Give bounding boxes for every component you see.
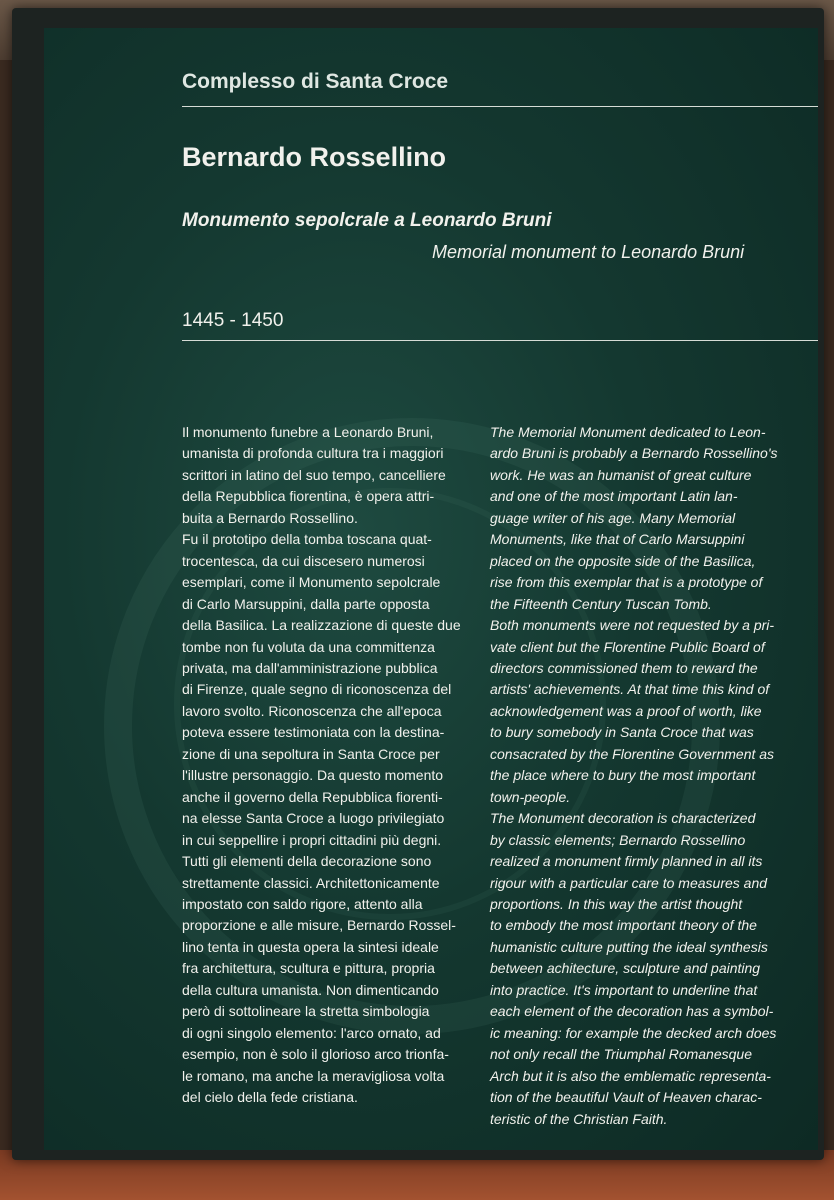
description-italian-line: esempio, non è solo il glorioso arco trionfa- — [182, 1046, 449, 1063]
description-italian-line: zione di una sepoltura in Santa Croce per — [182, 745, 440, 762]
description-english-line: The Monument decoration is characterized — [490, 810, 756, 827]
description-english-line: rise from this exemplar that is a prototype of — [490, 574, 763, 591]
description-italian-line: privata, ma dall'amministrazione pubblica — [182, 659, 438, 676]
description-italian-line: in cui seppellire i propri cittadini più degni. — [182, 831, 442, 848]
description-english-line: placed on the opposite side of the Basilica, — [490, 552, 756, 569]
description-italian-line: però di sottolineare la stretta simbologia — [182, 1003, 430, 1020]
description-italian-line: Fu il prototipo della tomba toscana quat- — [182, 531, 432, 548]
description-english-line: realized a monument firmly planned in all its — [490, 853, 763, 870]
description-italian — [182, 422, 482, 1109]
dates-divider — [182, 340, 818, 341]
description-english-line: artists' achievements. At that time this kind of — [490, 681, 770, 698]
description-english-line: guage writer of his age. Many Memorial — [490, 509, 736, 526]
complex-name: Complesso di Santa Croce — [182, 70, 449, 93]
artwork-dates: 1445 - 1450 — [182, 310, 284, 331]
description-english-line: Both monuments were not requested by a pri- — [490, 617, 775, 634]
description-english-line: to bury somebody in Santa Croce that was — [490, 724, 754, 741]
description-english-line: acknowledgement was a proof of worth, like — [490, 702, 762, 719]
description-italian-line: fra architettura, scultura e pittura, propria — [182, 960, 435, 977]
description-italian-line: na elesse Santa Croce a luogo privilegiato — [182, 810, 445, 827]
description-english-line: between achitecture, sculpture and painting — [490, 960, 761, 977]
sign-frame — [12, 8, 824, 1160]
description-english-line: town-people. — [490, 788, 571, 805]
description-english-line: not only recall the Triumphal Romanesque — [490, 1046, 752, 1063]
description-english-line: the Fifteenth Century Tuscan Tomb. — [490, 595, 712, 612]
description-italian-line: impostato con saldo rigore, attento alla — [182, 895, 423, 912]
description-italian-line: Il monumento funebre a Leonardo Bruni, — [182, 424, 434, 440]
description-italian-line: di Carlo Marsuppini, dalla parte opposta — [182, 595, 430, 612]
description-english — [490, 422, 810, 1130]
sign-panel — [44, 28, 818, 1150]
description-english-line: work. He was an humanist of great culture — [490, 466, 752, 483]
description-english-line: vate client but the Florentine Public Board of — [490, 638, 765, 655]
description-english-line: and one of the most important Latin lan- — [490, 488, 738, 505]
description-italian-line: proporzione e alle misure, Bernardo Rossel- — [182, 917, 456, 934]
description-english-line: to embody the most important theory of the — [490, 917, 757, 934]
description-english-line: directors commissioned them to reward the — [490, 659, 758, 676]
description-english-line: Monuments, like that of Carlo Marsuppini — [490, 531, 745, 548]
description-italian-line: del cielo della fede cristiana. — [182, 1089, 358, 1106]
description-italian-line: strettamente classici. Architettonicamente — [182, 874, 440, 891]
description-english-line: by classic elements; Bernardo Rossellino — [490, 831, 746, 848]
description-italian-line: scrittori in latino del suo tempo, cancelliere — [182, 466, 446, 483]
description-english-line: humanistic culture putting the ideal synthesis — [490, 938, 768, 955]
description-italian-line: anche il governo della Repubblica fiorenti- — [182, 788, 443, 805]
description-italian-line: le romano, ma anche la meravigliosa volta — [182, 1067, 445, 1084]
description-italian-line: Tutti gli elementi della decorazione sono — [182, 853, 432, 870]
description-italian-line: di Firenze, quale segno di riconoscenza del — [182, 681, 452, 698]
description-italian-line: lavoro svolto. Riconoscenza che all'epoca — [182, 702, 442, 719]
description-italian-line: buita a Bernardo Rossellino. — [182, 509, 358, 526]
header-divider — [182, 106, 818, 107]
description-italian-line: l'illustre personaggio. Da questo momento — [182, 767, 444, 784]
description-italian-line: tombe non fu voluta da una committenza — [182, 638, 435, 655]
description-english-line: rigour with a particular care to measures and — [490, 874, 768, 891]
description-italian-line: della Repubblica fiorentina, è opera attri- — [182, 488, 435, 505]
description-italian-line: umanista di profonda cultura tra i maggiori — [182, 445, 444, 462]
description-italian-line: poteva essere testimoniata con la destina- — [182, 724, 445, 741]
description-english-line: consacrated by the Florentine Government as — [490, 745, 775, 762]
artist-name: Bernardo Rossellino — [182, 142, 447, 172]
description-english-line: The Memorial Monument dedicated to Leon- — [490, 424, 766, 440]
description-english-line: each element of the decoration has a symbol- — [490, 1003, 774, 1020]
artwork-title-italian: Monumento sepolcrale a Leonardo Bruni — [182, 210, 552, 231]
description-italian-line: trocentesca, da cui discesero numerosi — [182, 552, 425, 569]
description-english-line: ardo Bruni is probably a Bernardo Rossellino's — [490, 445, 778, 462]
description-english-line: tion of the beautiful Vault of Heaven charac- — [490, 1089, 762, 1106]
description-english-line: proportions. In this way the artist thought — [490, 895, 743, 912]
description-english-line: into practice. It's important to underline that — [490, 981, 758, 998]
description-italian-line: esemplari, come il Monumento sepolcrale — [182, 574, 441, 591]
description-english-line: teristic of the Christian Faith. — [490, 1110, 668, 1127]
description-english-line: ic meaning: for example the decked arch does — [490, 1024, 777, 1041]
description-italian-line: di ogni singolo elemento: l'arco ornato, ad — [182, 1024, 441, 1041]
artwork-title-english: Memorial monument to Leonardo Bruni — [432, 242, 745, 262]
description-english-line: Arch but it is also the emblematic representa- — [490, 1067, 771, 1084]
description-italian-line: della cultura umanista. Non dimenticando — [182, 981, 439, 998]
description-italian-line: lino tenta in questa opera la sintesi ideale — [182, 938, 439, 955]
description-italian-line: della Basilica. La realizzazione di queste due — [182, 617, 461, 634]
description-english-line: the place where to bury the most important — [490, 767, 756, 784]
